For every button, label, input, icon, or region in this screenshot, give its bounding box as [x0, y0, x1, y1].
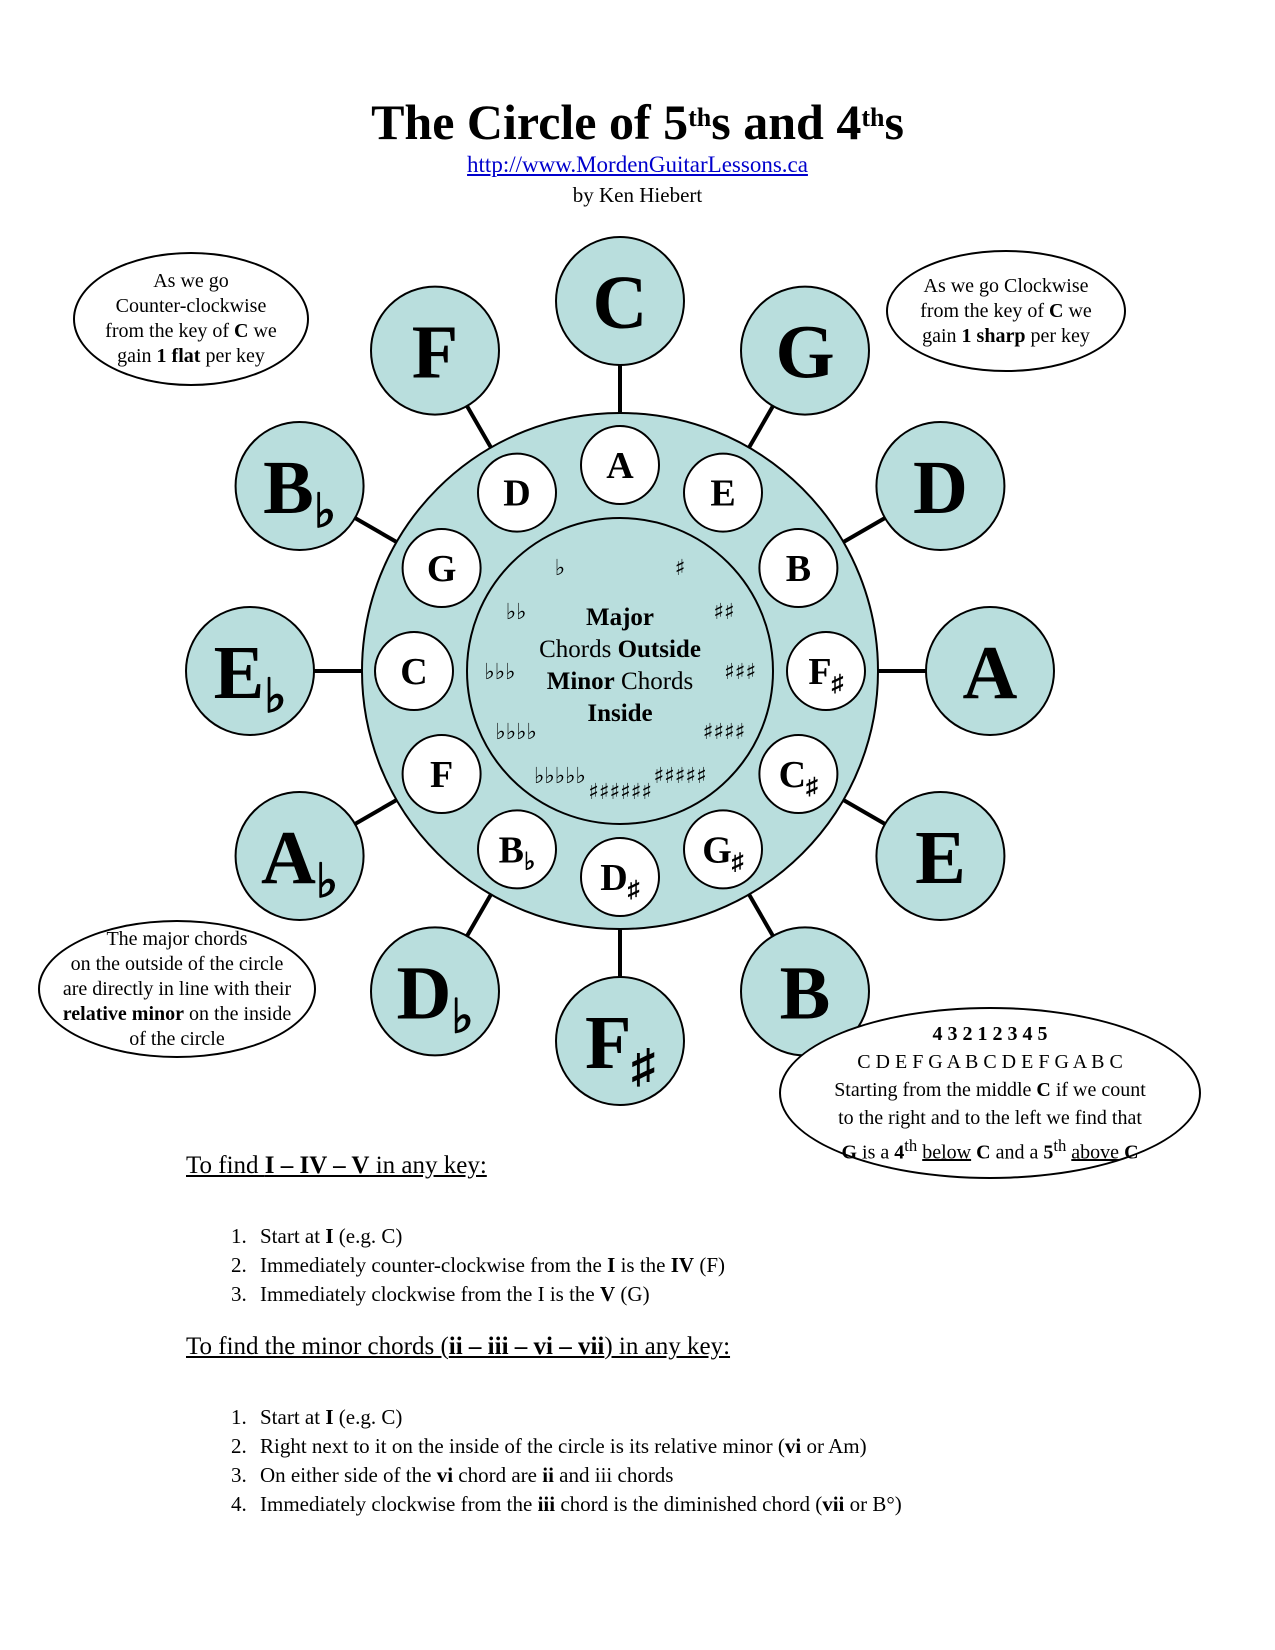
- key-signature-text: ♭♭: [505, 599, 527, 625]
- key-signature-text: ♯♯♯♯: [702, 719, 746, 745]
- list-item: 1. Start at I (e.g. C): [252, 1403, 902, 1432]
- section-title-minor-chords: To find the minor chords (ii – iii – vi – vii) in any key:: [186, 1333, 731, 1360]
- minor-key-label: C: [400, 651, 428, 693]
- major-key-label: B♭: [263, 446, 337, 538]
- key-signature-text: ♯: [674, 555, 686, 582]
- key-signature-text: ♯♯: [713, 599, 735, 625]
- minor-key-label: D♯: [600, 857, 640, 903]
- list-item: 1. Start at I (e.g. C): [252, 1222, 725, 1251]
- minor-key-label: F♯: [808, 651, 844, 697]
- connector-line: [467, 894, 491, 936]
- list-item: 4. Immediately clockwise from the iii chord is the diminished chord (vii or B°): [252, 1490, 902, 1519]
- minor-key-label: G♯: [702, 829, 744, 876]
- connector-line: [355, 518, 397, 542]
- key-signature-text: ♯♯♯: [724, 659, 756, 685]
- minor-key-label: D: [503, 472, 531, 515]
- connector-line: [749, 894, 773, 936]
- major-key-label: C: [592, 261, 648, 345]
- connector-line: [749, 406, 773, 448]
- major-key-label: F♯: [585, 1001, 655, 1093]
- list-item: 3. Immediately clockwise from the I is the V (G): [252, 1280, 725, 1309]
- center-label: Minor Chords: [546, 668, 694, 695]
- connector-line: [467, 406, 491, 448]
- key-signature-text: ♯♯♯♯♯♯: [588, 779, 652, 805]
- author-byline: by Ken Hiebert: [572, 183, 703, 207]
- center-label: Inside: [587, 700, 653, 727]
- connector-line: [355, 800, 397, 824]
- I-IV-V-steps: [186, 1222, 725, 1309]
- connector-line: [843, 800, 885, 824]
- section-title-I-IV-V: To find I – IV – V in any key:: [186, 1152, 487, 1179]
- major-key-label: B: [779, 951, 831, 1036]
- major-key-label: A♭: [261, 816, 339, 908]
- minor-key-label: B: [785, 548, 812, 590]
- list-item: 2. Right next to it on the inside of the circle is its relative minor (vi or Am): [252, 1432, 902, 1461]
- major-key-label: D♭: [396, 951, 474, 1044]
- minor-key-label: G: [426, 548, 457, 590]
- major-key-label: E♭: [213, 631, 287, 723]
- minor-key-label: C♯: [778, 754, 819, 800]
- clockwise-note: As we go Clockwise from the key of C we gain 1 sharp per key: [886, 250, 1126, 372]
- list-item: 3. On either side of the vi chord are ii and iii chords: [252, 1461, 902, 1490]
- list-item: 2. Immediately counter-clockwise from the I is the IV (F): [252, 1251, 725, 1280]
- major-key-label: E: [915, 816, 966, 900]
- key-signature-text: ♯♯♯♯♯: [653, 762, 707, 789]
- center-label: Major: [585, 604, 655, 631]
- relative-minor-note: The major chords on the outside of the circle are directly in line with their relative minor on the inside of the circle: [38, 920, 316, 1058]
- key-signature-text: ♭♭♭♭: [495, 719, 537, 745]
- center-label: Chords Outside: [539, 636, 701, 663]
- minor-key-label: E: [710, 472, 736, 515]
- major-key-label: G: [775, 310, 835, 395]
- key-signature-text: ♭♭♭: [484, 659, 516, 685]
- page-title: The Circle of 5ths and 4ths: [371, 94, 904, 150]
- minor-key-label: B♭: [498, 829, 536, 876]
- key-signature-text: ♭: [554, 555, 566, 582]
- connector-line: [843, 518, 885, 542]
- major-key-label: F: [411, 310, 459, 395]
- counting-intervals-note: 4 3 2 1 2 3 4 5 C D E F G A B C D E F G A B C Starting from the middle C if we count to the right and to the left we find that G is a 4th below C and a 5th above C: [779, 1007, 1201, 1179]
- major-key-label: A: [962, 631, 1018, 715]
- counter-clockwise-note: As we go Counter-clockwise from the key of C we gain 1 flat per key: [73, 252, 309, 386]
- key-signature-text: ♭♭♭♭♭: [534, 762, 586, 789]
- major-key-label: D: [912, 446, 968, 530]
- minor-chord-steps: [186, 1403, 902, 1519]
- website-link[interactable]: http://www.MordenGuitarLessons.ca: [467, 152, 808, 177]
- minor-key-label: A: [606, 445, 634, 487]
- minor-key-label: F: [429, 754, 454, 796]
